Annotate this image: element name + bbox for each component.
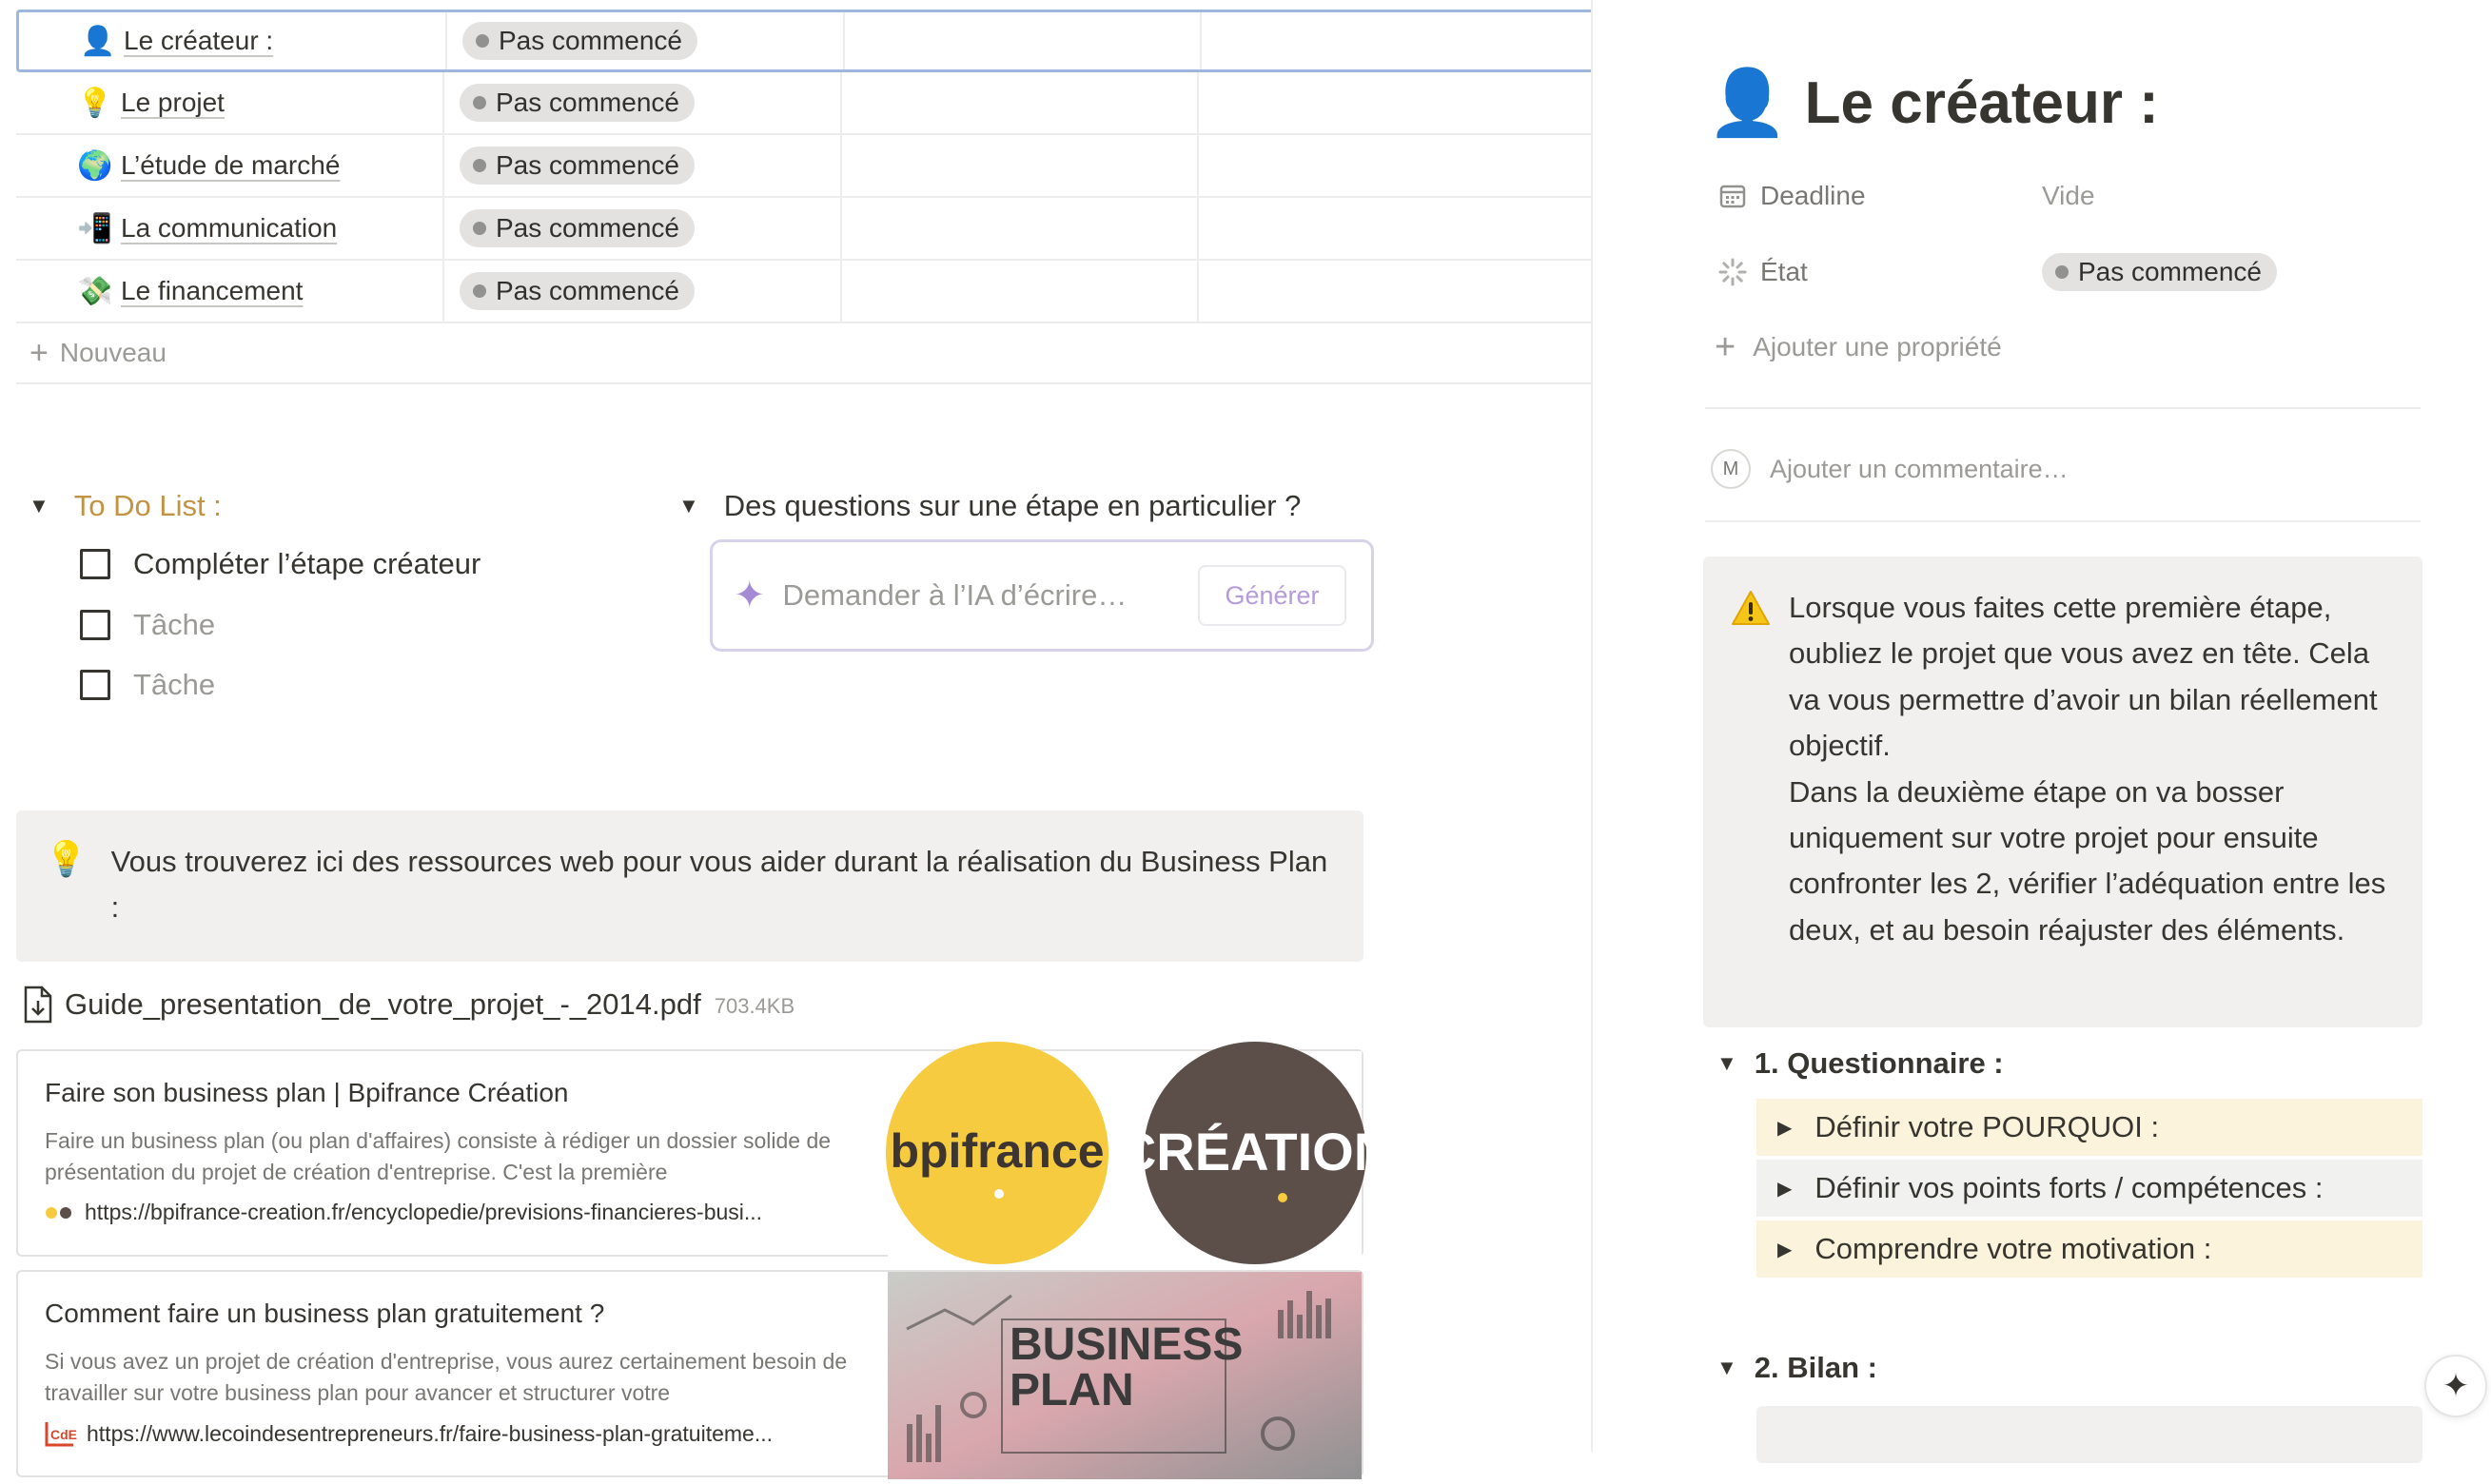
table-row[interactable]: [16, 72, 1591, 135]
todo-label[interactable]: Tâche: [133, 668, 216, 701]
bookmark-description: Faire un business plan (ou plan d'affaires) consiste à rédiger un dossier solide de présentation du projet de création d'entreprise. C'est la première: [45, 1128, 832, 1184]
bookmark-description: Si vous avez un projet de création d'entreprise, vous aurez certainement besoin de travailler sur votre business plan pour avancer et structurer votre: [45, 1349, 848, 1405]
svg-text:PLAN: PLAN: [1010, 1365, 1134, 1416]
bookmark-url: https://bpifrance-creation.fr/encyclopedie/previsions-financieres-busi...: [85, 1200, 763, 1224]
row-title[interactable]: Le créateur :: [124, 26, 274, 55]
bilan-heading: 2. Bilan :: [1754, 1351, 1877, 1384]
add-property-label: Ajouter une propriété: [1753, 332, 2002, 361]
table-row[interactable]: [16, 198, 1591, 261]
status-cell[interactable]: [444, 198, 842, 259]
bookmark-text: [18, 1272, 888, 1475]
triangle-right-icon[interactable]: ▶: [1777, 1239, 1793, 1260]
comment-box[interactable]: [1711, 449, 2069, 489]
bookmark-thumbnail: [888, 1272, 1362, 1475]
comment-input[interactable]: Ajouter un commentaire…: [1770, 454, 2069, 483]
globe-icon: 🌍: [77, 149, 113, 182]
file-size: 703.4KB: [714, 994, 795, 1018]
toggle-label: Comprendre votre motivation :: [1814, 1232, 2212, 1265]
bookmark-title: Comment faire un business plan gratuitement ?: [45, 1298, 605, 1328]
todo-item[interactable]: [80, 668, 215, 702]
toggle-motivation[interactable]: [1756, 1220, 2422, 1278]
todo-item[interactable]: [80, 608, 215, 642]
toggle-label: Définir vos points forts / compétences :: [1814, 1171, 2324, 1204]
callout-text: Vous trouverez ici des ressources web pour vous aider durant la réalisation du Business Plan :: [110, 845, 1328, 924]
business-plan-image: [888, 1272, 1362, 1479]
file-attachment[interactable]: [23, 986, 794, 1024]
divider: [1705, 520, 2421, 522]
questions-toggle[interactable]: [678, 489, 1301, 523]
empty-cell[interactable]: [842, 72, 1199, 133]
avatar: M: [1711, 449, 1751, 489]
etat-label: État: [1760, 257, 1808, 286]
svg-text:CRÉATION: CRÉATION: [1117, 1122, 1393, 1181]
empty-cell[interactable]: [1202, 12, 1591, 69]
checkbox[interactable]: [80, 670, 110, 700]
status-cell[interactable]: [444, 72, 842, 133]
status-cell[interactable]: [444, 135, 842, 196]
todo-label[interactable]: Tâche: [133, 608, 216, 641]
status-dot-icon: [2055, 265, 2069, 279]
status-dot-icon: [473, 96, 486, 109]
deadline-value[interactable]: Vide: [2042, 181, 2095, 210]
divider: [1705, 407, 2421, 409]
empty-cell[interactable]: [1199, 135, 1591, 196]
plus-icon: +: [29, 335, 49, 371]
bookmark-thumbnail: [888, 1051, 1393, 1255]
status-dot-icon: [473, 159, 486, 172]
mobile-phone-icon: 📲: [77, 212, 113, 244]
status-badge[interactable]: [460, 146, 695, 185]
money-icon: 💸: [77, 275, 113, 307]
new-row-label: Nouveau: [59, 338, 167, 367]
name-cell[interactable]: [16, 135, 444, 196]
bookmark-text: [18, 1051, 888, 1255]
status-label: Pas commencé: [496, 276, 679, 305]
table-row[interactable]: [16, 261, 1591, 323]
status-dot-icon: [473, 222, 486, 235]
row-title[interactable]: L’étude de marché: [121, 150, 341, 180]
warning-icon: [1730, 589, 1772, 627]
name-cell[interactable]: [16, 198, 444, 259]
cde-favicon-icon: [45, 1420, 75, 1447]
ai-assistant-button[interactable]: [2424, 1355, 2487, 1417]
bilan-content-block: [1756, 1406, 2422, 1463]
svg-text:BUSINESS: BUSINESS: [1010, 1319, 1244, 1370]
status-badge[interactable]: [460, 84, 695, 122]
status-label: Pas commencé: [2078, 257, 2262, 286]
triangle-right-icon[interactable]: ▶: [1777, 1117, 1793, 1139]
svg-text:CdE: CdE: [50, 1427, 77, 1442]
new-row-button[interactable]: [16, 323, 1591, 384]
calendar-icon: [1716, 184, 1749, 208]
page-title[interactable]: [1707, 65, 2159, 141]
row-title[interactable]: Le financement: [121, 276, 304, 305]
status-dot-icon: [473, 284, 486, 298]
todo-item[interactable]: [80, 547, 481, 581]
svg-text:bpifrance: bpifrance: [890, 1124, 1105, 1178]
bpifrance-logo-image: [888, 1051, 1393, 1259]
deadline-label: Deadline: [1760, 181, 1866, 210]
database-table: [16, 10, 1591, 323]
deadline-property[interactable]: [1716, 181, 2095, 211]
empty-cell[interactable]: [842, 135, 1199, 196]
name-cell[interactable]: [16, 72, 444, 133]
status-dot-icon: [476, 34, 489, 48]
sparkle-icon: ✦: [734, 575, 766, 616]
lightbulb-icon: 💡: [77, 87, 113, 119]
status-label: Pas commencé: [496, 88, 679, 117]
bookmark-url-row: [45, 1200, 861, 1225]
file-icon: [23, 986, 53, 1024]
add-property-button[interactable]: [1715, 329, 2002, 365]
checkbox[interactable]: [80, 549, 110, 579]
triangle-right-icon[interactable]: ▶: [1777, 1178, 1793, 1200]
bookmark-url-row: [45, 1420, 861, 1447]
warning-callout: [1703, 556, 2422, 1027]
file-name[interactable]: Guide_presentation_de_votre_projet_-_2014.pdf: [65, 987, 701, 1021]
toggle-pourquoi[interactable]: [1756, 1099, 2422, 1156]
empty-cell[interactable]: [845, 12, 1202, 69]
table-row[interactable]: [16, 135, 1591, 198]
toggle-points-forts[interactable]: [1756, 1160, 2422, 1217]
empty-cell[interactable]: [842, 198, 1199, 259]
status-badge[interactable]: [460, 272, 695, 310]
status-badge[interactable]: [2042, 253, 2277, 291]
row-title[interactable]: La communication: [121, 213, 338, 243]
row-title[interactable]: Le projet: [121, 88, 225, 117]
empty-cell[interactable]: [1199, 198, 1591, 259]
resources-callout: [16, 810, 1363, 962]
bookmark-title: Faire son business plan | Bpifrance Création: [45, 1078, 569, 1107]
bpifrance-favicon-icon: [45, 1206, 73, 1220]
empty-cell[interactable]: [842, 261, 1199, 322]
bookmark-url: https://www.lecoindesentrepreneurs.fr/faire-business-plan-gratuiteme...: [87, 1420, 774, 1446]
generate-button[interactable]: Générer: [1198, 565, 1346, 626]
triangle-down-icon[interactable]: ▼: [1716, 1051, 1737, 1075]
triangle-down-icon[interactable]: ▼: [1716, 1356, 1737, 1379]
bilan-toggle[interactable]: [1716, 1351, 1877, 1385]
warning-text: Lorsque vous faites cette première étape, oubliez le projet que vous avez en tête. Cela va vous permettre d’avoir un bilan réellement objectif. Dans la deuxième étape on va bosser uniquement sur votre projet pour ensuite confronter les 2, vérifier l’adéquation entre les deux, et au besoin réajuster des éléments.: [1789, 591, 2386, 947]
status-badge[interactable]: [460, 209, 695, 247]
name-cell[interactable]: [16, 261, 444, 322]
empty-cell[interactable]: [1199, 72, 1591, 133]
plus-icon: +: [1715, 327, 1736, 367]
table-row[interactable]: [16, 10, 1591, 72]
page-title-text[interactable]: Le créateur :: [1804, 69, 2159, 136]
status-badge[interactable]: [462, 22, 697, 60]
questions-heading: Des questions sur une étape en particulier ?: [723, 489, 1302, 522]
checkbox[interactable]: [80, 610, 110, 640]
status-label: Pas commencé: [496, 213, 679, 243]
ai-prompt-input[interactable]: Demander à l’IA d’écrire…: [782, 578, 1128, 612]
bookmark-card[interactable]: [16, 1049, 1393, 1257]
toggle-label: Définir votre POURQUOI :: [1814, 1110, 2160, 1143]
sparkle-icon: ✦: [2442, 1368, 2470, 1404]
bookmark-card[interactable]: [16, 1270, 1363, 1477]
questionnaire-toggle[interactable]: [1716, 1046, 2004, 1081]
status-spinner-icon: [1716, 258, 1749, 286]
name-cell[interactable]: [19, 12, 447, 69]
empty-cell[interactable]: [1199, 261, 1591, 322]
status-label: Pas commencé: [499, 26, 682, 55]
lightbulb-icon: 💡: [45, 839, 88, 878]
todo-toggle[interactable]: [29, 489, 222, 523]
questionnaire-heading: 1. Questionnaire :: [1754, 1046, 2004, 1080]
person-icon: 👤: [80, 25, 116, 57]
status-cell[interactable]: [444, 261, 842, 322]
triangle-down-icon[interactable]: ▼: [29, 494, 49, 517]
todo-heading: To Do List :: [73, 489, 222, 522]
status-label: Pas commencé: [496, 150, 679, 180]
detail-panel: [1591, 0, 2491, 1452]
ai-prompt-box[interactable]: [710, 539, 1374, 652]
person-icon[interactable]: 👤: [1707, 67, 1788, 139]
status-cell[interactable]: [447, 12, 845, 69]
etat-property[interactable]: [1716, 253, 2277, 291]
todo-label[interactable]: Compléter l’étape créateur: [133, 547, 481, 580]
triangle-down-icon[interactable]: ▼: [678, 494, 699, 517]
